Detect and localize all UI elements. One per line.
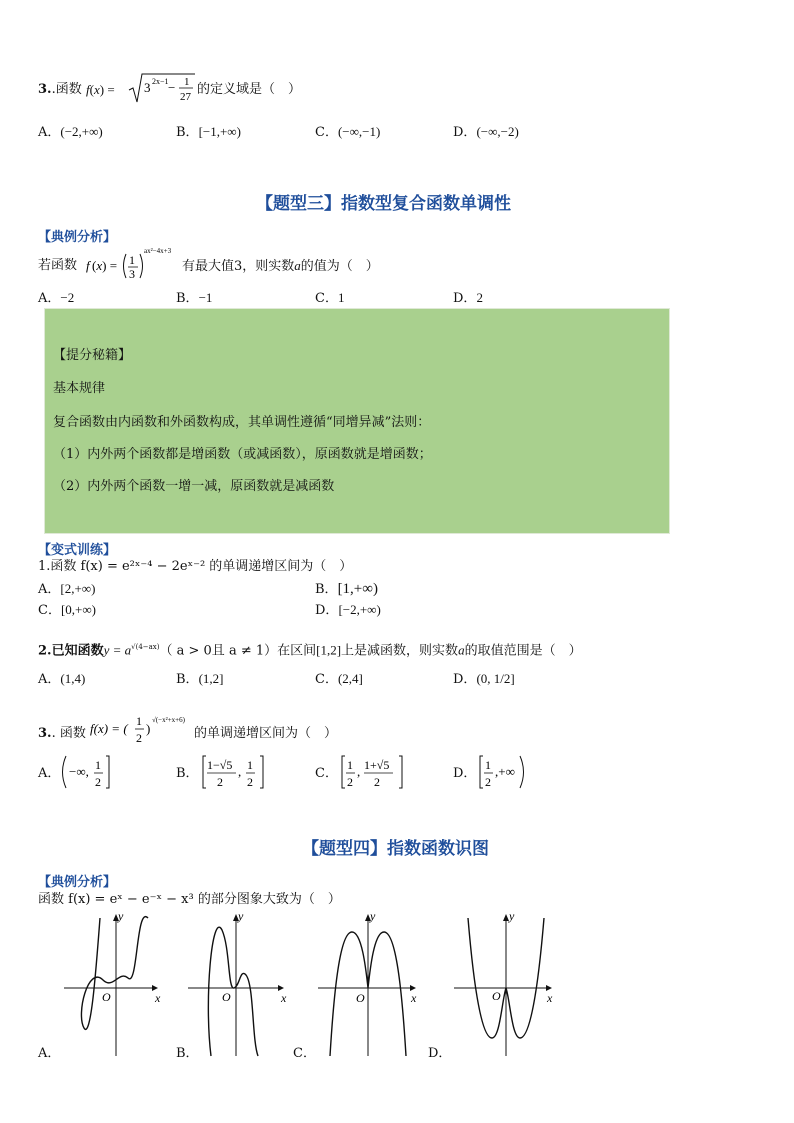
p2-option-d[interactable]: D．(0, 1/2]: [453, 671, 515, 687]
p2-stem: 2.已知函数$y = a^{√(4-ax)}$（ a > 0且 a ≠ 1）在区间[1,2]上是减函数，则实数a的取值范围是（ ）: [38, 642, 582, 659]
graph-c[interactable]: [316, 910, 428, 1060]
option-d[interactable]: D．(−∞,−2): [453, 124, 519, 140]
option-c[interactable]: C．(−∞,−1): [315, 124, 381, 140]
example-stem-prefix: 若函数: [38, 258, 78, 273]
p3-frac-den: 2: [136, 731, 142, 745]
p3-option-b-math[interactable]: [198, 752, 274, 792]
example-frac-den: 3: [129, 267, 135, 281]
p1-option-b[interactable]: B．[1,+∞): [315, 581, 378, 597]
svg-text:(x) =: (x) =: [92, 258, 118, 273]
svg-text:1−√5: 1−√5: [207, 758, 233, 772]
p3-stem-prefix: 3.. 函数: [38, 726, 86, 741]
s4-stem: 函数 f(x) = eˣ − e⁻ˣ − x³ 的部分图象大致为（ ）: [38, 892, 341, 907]
svg-text:1+√5: 1+√5: [364, 758, 390, 772]
p1-stem: 1.函数 f(x) = e²ˣ⁻⁴ − 2eˣ⁻² 的单调递增区间为（ ）: [38, 559, 353, 574]
svg-text:x: x: [547, 991, 553, 1005]
p3-frac-num: 1: [136, 714, 142, 728]
tips-rule-1: （1）内外两个函数都是增函数（或减函数），原函数就是增函数；: [53, 447, 432, 462]
graph-d-label[interactable]: D．: [428, 1046, 452, 1061]
stem-text: .函数: [51, 82, 82, 97]
graph-a[interactable]: [58, 910, 170, 1060]
svg-text:1: 1: [247, 758, 253, 772]
example-tag-4: 【典例分析】: [38, 875, 117, 890]
svg-text:2: 2: [247, 775, 253, 789]
section-title-4: 【题型四】指数函数识图: [302, 839, 489, 859]
question-number: 3.: [38, 82, 52, 97]
minus-sign: −: [168, 80, 176, 95]
example-formula: [86, 244, 182, 288]
tips-rule: 复合函数由内函数和外函数构成，其单调性遵循“同增异减”法则：: [53, 415, 431, 430]
frac-num: 1: [184, 76, 190, 88]
section-title-3: 【题型三】指数型复合函数单调性: [256, 194, 511, 214]
svg-text:,+∞: ,+∞: [495, 764, 515, 779]
ex-option-d[interactable]: D．2: [453, 290, 483, 306]
p3-option-c-label[interactable]: C．: [315, 766, 338, 781]
svg-text:1: 1: [485, 758, 491, 772]
p3-formula: [90, 712, 194, 752]
p1-option-d[interactable]: D．[−2,+∞): [315, 602, 381, 618]
svg-text:2: 2: [485, 775, 491, 789]
svg-text:,: ,: [357, 764, 361, 779]
svg-text:1: 1: [347, 758, 353, 772]
svg-text:−∞,: −∞,: [69, 764, 89, 779]
example-frac-num: 1: [129, 253, 135, 267]
svg-text:2: 2: [374, 775, 380, 789]
ex-option-a[interactable]: A．−2: [38, 290, 75, 306]
p1-option-c[interactable]: C．[0,+∞): [38, 602, 96, 618]
q3-stem-suffix: 的定义域是（ ）: [197, 82, 302, 97]
p3-func: f(x) = (: [90, 721, 128, 736]
svg-text:2: 2: [347, 775, 353, 789]
func-name: f: [86, 82, 90, 97]
tips-title: 【提分秘籍】: [53, 348, 132, 363]
option-b[interactable]: B．[−1,+∞): [176, 124, 241, 140]
sqrt-expression: [127, 70, 197, 108]
svg-text:x: x: [281, 991, 287, 1005]
p3-option-d-math[interactable]: [475, 752, 535, 792]
p3-option-c-math[interactable]: [337, 752, 413, 792]
svg-text:y: y: [238, 910, 244, 923]
tips-box: [44, 308, 670, 534]
svg-text:O: O: [356, 991, 365, 1005]
svg-text:y: y: [370, 910, 376, 923]
p3-close: ): [146, 721, 151, 736]
q3-domain-stem: [38, 82, 82, 98]
svg-text:O: O: [492, 989, 501, 1003]
p3-option-b-label[interactable]: B．: [176, 766, 199, 781]
graph-c-label[interactable]: C．: [293, 1046, 316, 1061]
p1-option-a[interactable]: A．[2,+∞): [38, 581, 96, 597]
graph-b-label[interactable]: B．: [176, 1046, 199, 1061]
p3-option-d-label[interactable]: D．: [453, 766, 477, 781]
svg-text:2: 2: [217, 775, 223, 789]
graph-d[interactable]: [452, 910, 564, 1060]
svg-text:x: x: [155, 991, 161, 1005]
svg-text:,: ,: [238, 764, 242, 779]
example-stem-suffix: 有最大值3，则实数a的值为（ ）: [182, 258, 379, 274]
graph-b[interactable]: [184, 910, 296, 1060]
practice-tag: 【变式训练】: [38, 543, 117, 558]
svg-text:y: y: [509, 910, 515, 923]
p2-option-c[interactable]: C．(2,4]: [315, 671, 363, 687]
sqrt-exponent: 2x−1: [152, 77, 169, 86]
option-a[interactable]: A．(−2,+∞): [38, 124, 103, 140]
p3-stem-suffix: 的单调递增区间为（ ）: [194, 726, 338, 741]
func-var: x: [93, 82, 100, 97]
frac-den: 27: [180, 91, 191, 103]
svg-text:O: O: [102, 990, 111, 1004]
p2-option-a[interactable]: A．(1,4): [38, 671, 86, 687]
ex-option-c[interactable]: C．1: [315, 290, 345, 306]
svg-text:1: 1: [95, 758, 101, 772]
q3-formula: f(x) =: [86, 82, 115, 97]
svg-text:f: f: [86, 258, 90, 273]
graph-a-label[interactable]: A．: [38, 1046, 61, 1061]
p2-option-b[interactable]: B．(1,2]: [176, 671, 224, 687]
example-exponent: ax²−4x+3: [144, 247, 172, 255]
p3-option-a-math[interactable]: [60, 752, 120, 792]
sqrt-base: 3: [144, 80, 151, 95]
tips-rule-2: （2）内外两个函数一增一减，原函数就是减函数: [53, 479, 335, 494]
svg-text:x: x: [411, 991, 417, 1005]
tips-subtitle: 基本规律: [53, 381, 106, 396]
example-tag: 【典例分析】: [38, 230, 117, 245]
svg-text:2: 2: [95, 775, 101, 789]
p3-exponent: √(−x²+x+6): [152, 716, 185, 724]
svg-text:y: y: [118, 910, 124, 923]
svg-text:O: O: [222, 990, 231, 1004]
ex-option-b[interactable]: B．−1: [176, 290, 213, 306]
p3-option-a-label[interactable]: A．: [38, 766, 61, 781]
